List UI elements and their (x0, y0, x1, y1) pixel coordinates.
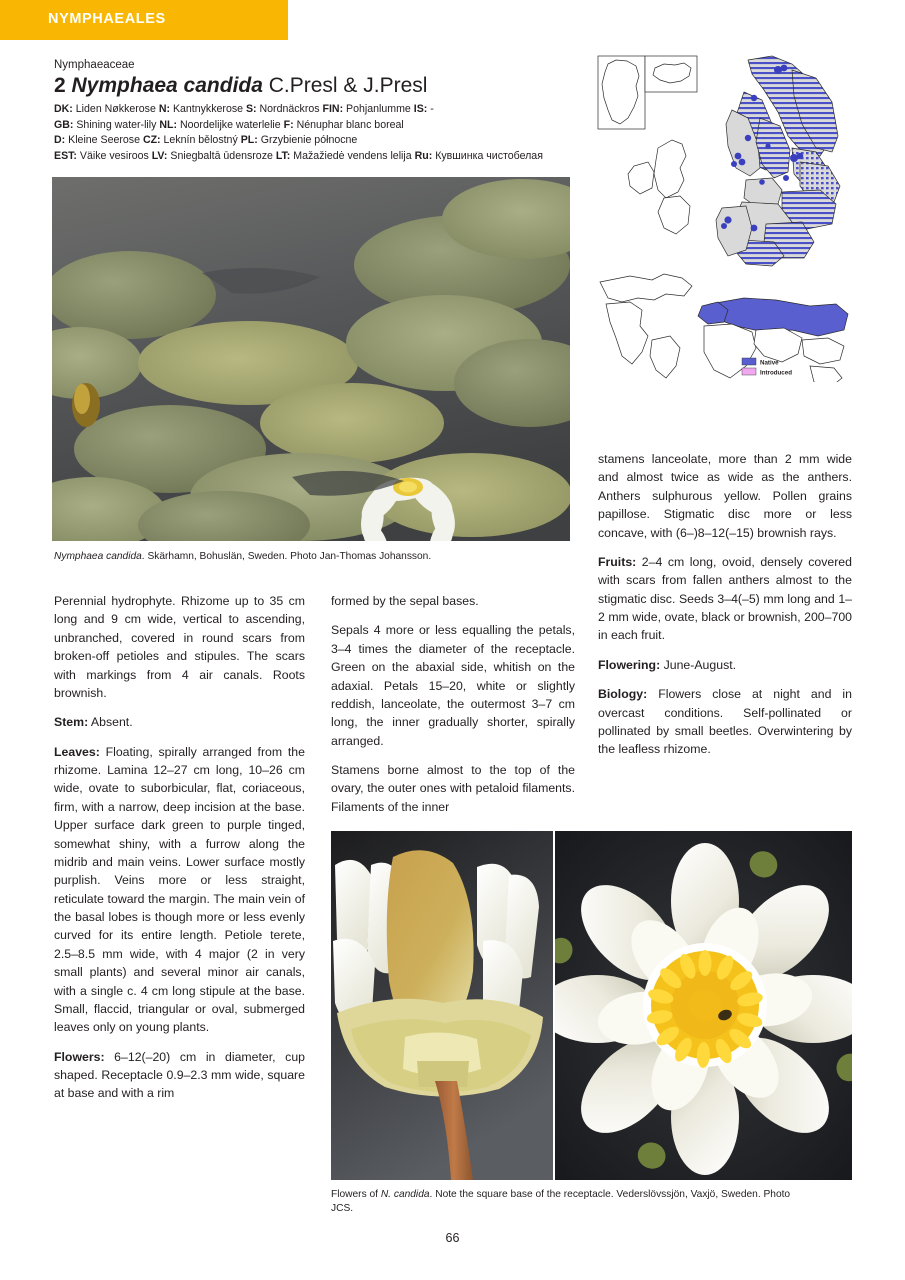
flower-top-view-photo (555, 831, 852, 1180)
vernacular-name: Kleine Seerose (65, 134, 143, 147)
vernacular-lang-code: PL: (240, 134, 258, 147)
vernacular-name: Grzybienie północne (257, 134, 358, 147)
paragraph-lead-label: Biology: (598, 687, 648, 702)
vernacular-lang-code: CZ: (142, 134, 161, 147)
paragraph-text: stamens lanceolate, more than 2 mm wide and almost twice as wide as the anthers. Anthers sulphurous yellow. Pollen grains papillose. Stigmatic disc more or less concave, with (6–)8–12(–15) brownish rays. (598, 452, 852, 540)
caption-pair-species: N. candida (380, 1189, 430, 1200)
paragraph-text: 6–12(–20) cm in diameter, cup shaped. Receptacle 0.9–2.3 mm wide, square at base and with a rim (54, 1049, 305, 1101)
distribution-map (596, 52, 852, 382)
vernacular-name: - (427, 103, 434, 116)
habitat-photo-caption (54, 550, 574, 564)
paragraph-flowers-cont (331, 592, 575, 610)
paragraph-flowers (54, 1048, 305, 1103)
family-name: Nymphaeaceae (54, 59, 135, 71)
paragraph-biology (598, 685, 852, 759)
paragraph-stamens-cont (598, 450, 852, 542)
flower-photo-pair (331, 831, 852, 1180)
vernacular-lang-code: GB: (54, 118, 74, 131)
species-authority: C.Presl & J.Presl (262, 74, 428, 98)
body-column-1 (54, 592, 305, 1103)
paragraph-sepals (331, 621, 575, 750)
order-name: NYMPHAEALES (48, 11, 166, 27)
caption-pair-details: . Note the square base of the receptacle. Vederslövssjön, Vaxjö, Sweden. Photo JCS. (331, 1189, 791, 1215)
vernacular-lang-code: F: (283, 118, 294, 131)
habitat-photo (52, 177, 570, 541)
vernacular-name-list (54, 102, 574, 164)
species-number: 2 (54, 74, 72, 98)
vern-row-3 (54, 133, 574, 149)
svg-text:Introduced: Introduced (760, 369, 792, 377)
vern-row-4 (54, 149, 574, 165)
vernacular-lang-code: Ru: (414, 149, 433, 162)
vernacular-lang-code: LT: (275, 149, 291, 162)
svg-text:Native: Native (760, 359, 779, 367)
paragraph-text: Stamens borne almost to the top of the ovary, the outer ones with petaloid filaments. Filaments of the inner (331, 763, 575, 814)
vernacular-name: Väike vesiroos (76, 149, 152, 162)
paragraph-flowering (598, 656, 852, 674)
flower-side-view-photo (331, 831, 553, 1180)
paragraph-text: Flowers close at night and in overcast conditions. Self-pollinated or pollinated by small beetles. Overwintering by the leafless rhizome. (598, 687, 852, 757)
vernacular-name: Shining water-lily (73, 118, 160, 131)
vernacular-lang-code: NL: (159, 118, 178, 131)
species-binomial: Nymphaea candida (71, 74, 263, 98)
paragraph-text: June-August. (660, 657, 737, 672)
vernacular-name: Pohjanlumme (343, 103, 414, 116)
paragraph-lead-label: Fruits: (598, 554, 637, 569)
vern-row-1 (54, 102, 574, 118)
caption-species-name: Nymphaea candida (54, 551, 142, 562)
vernacular-name: Nordnäckros (256, 103, 323, 116)
paragraph-lead-label: Leaves: (54, 744, 100, 759)
paragraph-text: Absent. (88, 715, 133, 730)
paragraph-leaves (54, 743, 305, 1037)
vernacular-name: Leknín bělostný (160, 134, 241, 147)
paragraph-text: Sepals 4 more or less equalling the petals, 3–4 times the diameter of the receptacle. Green on the abaxial side, whitish on the adaxial. Petals 15–20, white or slightly reddish, lanceolate, the outermost 3–7 cm long, the inner gradually shorter, spirally arranged. (331, 623, 575, 748)
vernacular-lang-code: DK: (54, 103, 73, 116)
caption-details: . Skärhamn, Bohuslän, Sweden. Photo Jan-Thomas Johansson. (141, 551, 432, 562)
paragraph-lead-label: Flowering: (598, 657, 661, 672)
paragraph-text: Perennial hydrophyte. Rhizome up to 35 cm long and 9 cm wide, vertical to ascending, unbranched, covered in round scars from broken-off petioles and stipules. The scars with markings from 4 air canals. Roots brownish. (54, 594, 305, 700)
vernacular-lang-code: FIN: (322, 103, 344, 116)
paragraph-habit (54, 592, 305, 702)
page-number: 66 (445, 1231, 460, 1245)
vernacular-lang-code: S: (245, 103, 257, 116)
vernacular-name: Mažažiedė vendens lelija (290, 149, 415, 162)
paragraph-stem (54, 713, 305, 731)
paragraph-text: 2–4 cm long, ovoid, densely covered with scars from fallen anthers almost to the stigmatic disc. Seeds 3–4(–5) mm long and 1–2 mm wide, ovate, black or brownish, 200–700 in each fruit. (598, 554, 852, 643)
vernacular-name: Kantnykkerose (170, 103, 246, 116)
paragraph-text: Floating, spirally arranged from the rhizome. Lamina 12–27 cm long, 10–26 cm wide, ovate to suborbicular, flat, coriaceous, firm, with a narrow, deep incision at the base. Upper surface dark green to purple tinged, somewhat shiny, with a furrow along the midrib and main veins. Lower surface mostly purplish. Veins more or less straight, reticulate toward the margin. The main vein of the basal lobes is though more or less evenly curved for its entire length. Petiole terete, 2.5–8.5 mm wide, with 4 major (2 in very small plants) and several minor air canals, with a single c. 4 cm long stipule at the base. Small, flaccid, triangular or oval, submerged leaves only on young plants. (54, 744, 305, 1035)
paragraph-stamens (331, 761, 575, 816)
vernacular-name: Nénuphar blanc boreal (293, 118, 404, 131)
species-heading (54, 74, 574, 99)
body-column-2 (331, 592, 575, 816)
paragraph-lead-label: Flowers: (54, 1049, 105, 1064)
vernacular-name: Кувшинка чистобелая (432, 149, 543, 162)
vernacular-lang-code: D: (54, 134, 66, 147)
caption-pair-pre: Flowers of (331, 1189, 381, 1200)
vernacular-lang-code: LV: (151, 149, 168, 162)
vernacular-lang-code: EST: (54, 149, 77, 162)
species-title-block (54, 58, 574, 164)
vernacular-name: Liden Nøkkerose (72, 103, 159, 116)
paragraph-lead-label: Stem: (54, 715, 89, 730)
vernacular-name: Noordelijke waterlelie (177, 118, 284, 131)
flower-photo-caption (331, 1188, 811, 1216)
vernacular-lang-code: IS: (413, 103, 428, 116)
paragraph-text: formed by the sepal bases. (331, 594, 479, 608)
vernacular-lang-code: N: (158, 103, 170, 116)
paragraph-fruits (598, 553, 852, 645)
body-column-3 (598, 450, 852, 759)
vernacular-name: Sniegbaltā ūdensroze (167, 149, 276, 162)
vern-row-2 (54, 118, 574, 134)
